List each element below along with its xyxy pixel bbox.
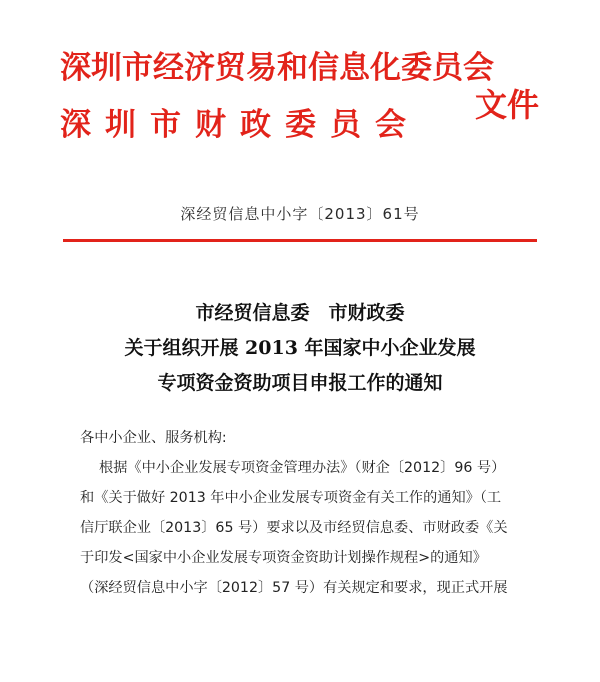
- document-number: 深经贸信息中小字〔2013〕61号: [180, 205, 420, 223]
- notice-title-line-1: 市经贸信息委 市财政委: [195, 302, 405, 324]
- notice-title-line-2: 关于组织开展 2013 年国家中小企业发展: [124, 337, 476, 359]
- salutation: 各中小企业、服务机构:: [80, 430, 227, 446]
- issuer-header-line-1: 深圳市经济贸易和信息化委员会: [60, 50, 494, 86]
- issuer-header-line-2: 深圳市财政委员会: [60, 107, 420, 143]
- body-text-line: （深经贸信息中小字〔2012〕57 号）有关规定和要求，现正式开展: [80, 580, 508, 596]
- body-text-line: 和《关于做好 2013 年中小企业发展专项资金有关工作的通知》（工: [80, 490, 502, 506]
- body-text-line: 于印发<国家中小企业发展专项资金资助计划操作规程>的通知》: [80, 550, 487, 566]
- red-divider-rule: [63, 239, 537, 242]
- notice-title-line-3: 专项资金资助项目申报工作的通知: [157, 372, 443, 394]
- document-suffix: 文件: [475, 86, 540, 124]
- body-text-line: 根据《中小企业发展专项资金管理办法》（财企〔2012〕96 号）: [99, 460, 506, 476]
- body-text-line: 信厅联企业〔2013〕65 号）要求以及市经贸信息委、市财政委《关: [80, 520, 508, 536]
